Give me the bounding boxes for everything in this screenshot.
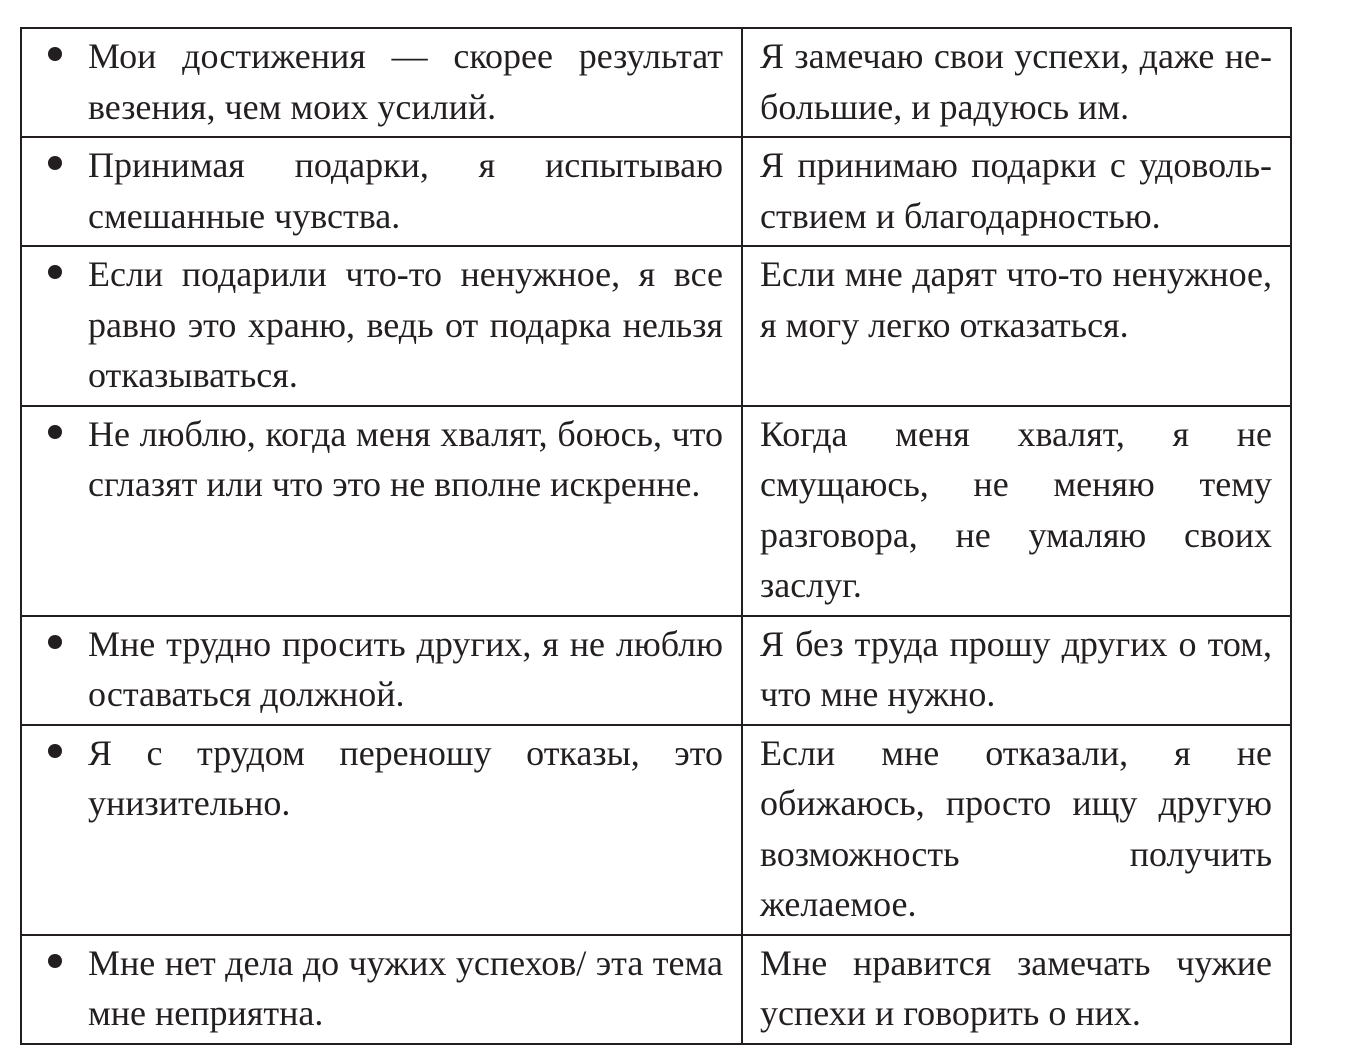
left-cell [21, 28, 742, 137]
table-row [21, 246, 1291, 406]
table-row [21, 406, 1291, 616]
right-statement: Если мне отказали, я не обижаюсь, просто ищу другую возможность получить желаемое. [760, 732, 1272, 924]
right-statement: Когда меня хвалят, я не смущаюсь, не меняю тему разговора, не умаляю своих заслуг. [760, 413, 1272, 605]
right-cell [742, 725, 1291, 935]
right-statement: Я без труда прошу других о том, что мне нужно. [760, 623, 1272, 714]
left-cell [21, 935, 742, 1044]
comparison-table [20, 27, 1292, 1045]
right-cell [742, 137, 1291, 246]
table-row [21, 137, 1291, 246]
left-statement: Я с трудом переношу отказы, это унизительно. [88, 732, 723, 823]
bullet-icon [48, 425, 62, 439]
right-statement: Я принимаю подарки с удовольствием и благодарностью. [760, 145, 1272, 236]
left-statement: Принимая подарки, я испытываю смешанные чувства. [88, 145, 723, 236]
right-cell [742, 28, 1291, 137]
table-row [21, 616, 1291, 725]
right-statement: Мне нравится замечать чужие успехи и говорить о них. [760, 942, 1272, 1033]
left-cell [21, 246, 742, 406]
left-cell [21, 725, 742, 935]
table-row [21, 725, 1291, 935]
left-statement: Если подарили что-то ненужное, я все равно это храню, ведь от подарка нельзя отказываться. [88, 254, 723, 395]
left-statement: Мои достижения — скорее результат везения, чем моих усилий. [88, 36, 723, 127]
bullet-icon [48, 265, 62, 279]
left-statement: Не люблю, когда меня хвалят, боюсь, что сглазят или что это не вполне искренне. [88, 413, 723, 504]
right-cell [742, 406, 1291, 616]
right-statement: Если мне дарят что-то ненужное, я могу легко отказаться. [760, 254, 1272, 345]
table-row [21, 28, 1291, 137]
bullet-icon [48, 635, 62, 649]
table-row [21, 935, 1291, 1044]
right-cell [742, 935, 1291, 1044]
right-statement: Я замечаю свои успехи, даже небольшие, и радуюсь им. [760, 36, 1272, 127]
left-cell [21, 616, 742, 725]
right-cell [742, 246, 1291, 406]
bullet-icon [48, 47, 62, 61]
left-cell [21, 137, 742, 246]
bullet-icon [48, 156, 62, 170]
bullet-icon [48, 954, 62, 968]
left-cell [21, 406, 742, 616]
bullet-icon [48, 744, 62, 758]
left-statement: Мне нет дела до чужих успехов/ эта тема мне неприятна. [88, 942, 723, 1033]
right-cell [742, 616, 1291, 725]
left-statement: Мне трудно просить других, я не люблю оставаться должной. [88, 623, 723, 714]
